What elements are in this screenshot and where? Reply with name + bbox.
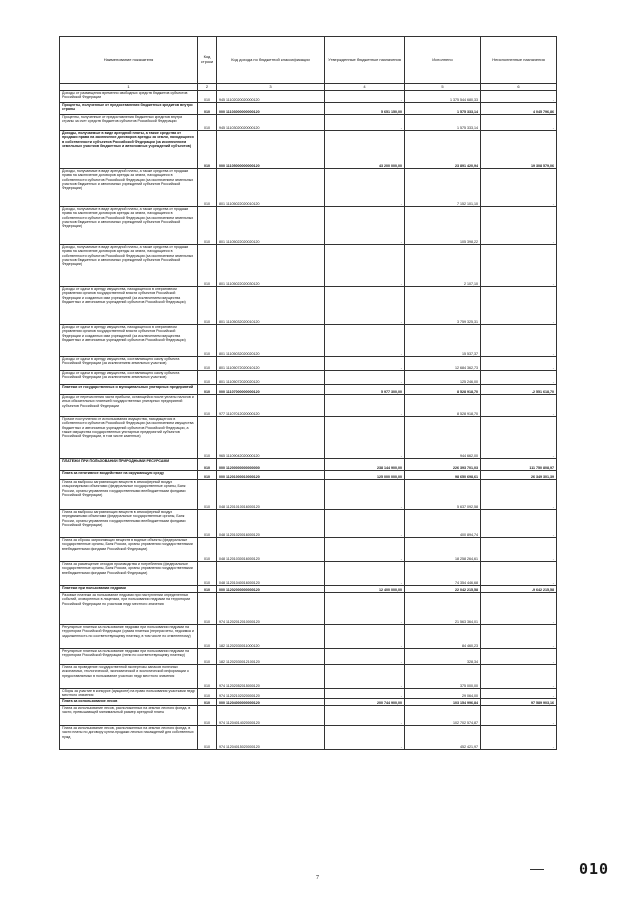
row-indicator-name: Регулярные платежи за пользование недрами при пользовании недрами на территории Российской Федерации (пени по соответствующему платежу) — [60, 649, 198, 665]
row-indicator-name: Доходы, получаемые в виде арендной платы, а также средства от продажи права на заключение договоров аренды за земли, находящиеся в собственности субъектов Российской Федерации (за исключением земельных участков бюджетных и автономных учреждений субъектов) — [60, 131, 198, 169]
row-budget-code: 801 11105022020020120 — [217, 207, 325, 245]
header-approved: Утвержденные бюджетные назначения — [325, 37, 405, 84]
header-indicator-name: Наименование показателя — [60, 37, 198, 84]
row-line-code: 010 — [198, 665, 217, 689]
row-budget-code: 801 11105072020010120 — [217, 357, 325, 371]
row-executed-amount: 103 154 996,84 — [405, 699, 481, 706]
row-line-code: 010 — [198, 395, 217, 417]
header-line-code: Код строки — [198, 37, 217, 84]
row-executed-amount: 3 759 325,31 — [405, 287, 481, 325]
row-line-code: 010 — [198, 625, 217, 649]
row-budget-code: 965 11109042020000120 — [217, 417, 325, 459]
row-budget-code: 000 11105000000000120 — [217, 131, 325, 169]
row-unexecuted-amount: 111 750 808,97 — [481, 459, 557, 471]
row-unexecuted-amount: - — [481, 417, 557, 459]
table-row — [60, 665, 557, 689]
row-indicator-name: ПЛАТЕЖИ ПРИ ПОЛЬЗОВАНИИ ПРИРОДНЫМИ РЕСУРСАМИ — [60, 459, 198, 471]
row-line-code: 010 — [198, 706, 217, 726]
row-budget-code: 000 11103000000000120 — [217, 103, 325, 115]
row-line-code: 010 — [198, 287, 217, 325]
row-approved-amount: - — [325, 91, 405, 103]
row-indicator-name: Сборы за участие в конкурсе (аукционе) на право пользования участками недр местного значения — [60, 689, 198, 699]
row-approved-amount: - — [325, 562, 405, 586]
row-unexecuted-amount: - — [481, 706, 557, 726]
row-approved-amount: - — [325, 371, 405, 385]
column-number: 5 — [405, 84, 481, 91]
row-unexecuted-amount: - — [481, 480, 557, 510]
row-unexecuted-amount: 4 045 796,86 — [481, 103, 557, 115]
row-line-code: 010 — [198, 91, 217, 103]
table-row — [60, 699, 557, 706]
row-line-code: 010 — [198, 726, 217, 750]
column-number: 3 — [217, 84, 325, 91]
row-unexecuted-amount: - — [481, 665, 557, 689]
row-executed-amount: 125 246,00 — [405, 371, 481, 385]
header-unexecuted: Неисполненные назначения — [481, 37, 557, 84]
row-line-code: 010 — [198, 207, 217, 245]
row-unexecuted-amount: - — [481, 510, 557, 538]
row-line-code: 010 — [198, 471, 217, 480]
table-row — [60, 91, 557, 103]
column-number: 1 — [60, 84, 198, 91]
row-executed-amount: 375 000,00 — [405, 665, 481, 689]
row-approved-amount: - — [325, 510, 405, 538]
row-budget-code: 000 11107000000000120 — [217, 385, 325, 395]
row-budget-code: 000 11201000010000120 — [217, 471, 325, 480]
row-indicator-name: Плата за сбросы загрязняющих веществ в водные объекты (федеральные государственные органы, Банк России, органы управления государственными внебюджетными фондами Российской Федерации) — [60, 538, 198, 562]
row-executed-amount: 29 064,00 — [405, 689, 481, 699]
row-executed-amount: 105 398,22 — [405, 207, 481, 245]
row-indicator-name: Прочие поступления от использования имущества, находящегося в собственности субъектов Российской Федерации (за исключением имущества бюджетных и автономных учреждений субъектов Российской Федерации, а также имущества государственных унитарных предприятий субъектов Российской Федерации, в том числе казенных) — [60, 417, 198, 459]
income-table — [59, 36, 557, 750]
row-approved-amount: 43 200 000,00 — [325, 131, 405, 169]
row-budget-code: 974 11202012010000120 — [217, 593, 325, 625]
row-executed-amount: 7 152 101,10 — [405, 169, 481, 207]
row-budget-code: 000 11204000000000120 — [217, 699, 325, 706]
row-approved-amount: - — [325, 169, 405, 207]
table-row — [60, 207, 557, 245]
row-approved-amount: - — [325, 480, 405, 510]
row-executed-amount: 944 662,00 — [405, 417, 481, 459]
row-line-code: 010 — [198, 689, 217, 699]
row-indicator-name: Доходы, получаемые в виде арендной платы, а также средства от продажи права на заключение договоров аренды за земли, находящиеся в собственности субъектов Российской Федерации (за исключением земельных участков бюджетных и автономных учреждений субъектов Российской Федерации) — [60, 207, 198, 245]
row-budget-code: 182 11202030011000120 — [217, 625, 325, 649]
row-approved-amount: - — [325, 287, 405, 325]
row-indicator-name: Проценты, полученные от предоставления бюджетных кредитов внутри страны за счет средств бюджетов субъектов Российской Федерации — [60, 115, 198, 131]
row-approved-amount: - — [325, 649, 405, 665]
handwritten-stamp: 010 — [579, 860, 610, 878]
row-approved-amount: - — [325, 726, 405, 750]
header-executed: Исполнено — [405, 37, 481, 84]
row-approved-amount: - — [325, 115, 405, 131]
row-line-code: 010 — [198, 593, 217, 625]
row-budget-code: 801 11105022020030120 — [217, 245, 325, 287]
row-unexecuted-amount: -2 551 618,70 — [481, 385, 557, 395]
row-executed-amount: 23 891 420,94 — [405, 131, 481, 169]
table-row — [60, 562, 557, 586]
row-approved-amount: - — [325, 706, 405, 726]
row-executed-amount: 226 393 701,03 — [405, 459, 481, 471]
row-line-code: 010 — [198, 538, 217, 562]
row-approved-amount: - — [325, 689, 405, 699]
row-unexecuted-amount: - — [481, 287, 557, 325]
row-budget-code: 048 11201010016000120 — [217, 480, 325, 510]
row-budget-code: 977 11107012020000120 — [217, 395, 325, 417]
row-indicator-name: Доходы от перечисления части прибыли, остающейся после уплаты налогов и иных обязательных платежей государственных унитарных предприятий субъектов Российской Федерации — [60, 395, 198, 417]
table-row — [60, 385, 557, 395]
table-row — [60, 510, 557, 538]
table-row — [60, 103, 557, 115]
row-indicator-name: Платежи при пользовании недрами — [60, 586, 198, 593]
row-line-code: 010 — [198, 357, 217, 371]
column-number: 6 — [481, 84, 557, 91]
row-approved-amount: 5 977 300,00 — [325, 385, 405, 395]
row-budget-code: 801 11105032020010120 — [217, 287, 325, 325]
row-executed-amount: 74 354 446,68 — [405, 562, 481, 586]
row-budget-code: 974 11202052015000120 — [217, 665, 325, 689]
row-unexecuted-amount: - — [481, 649, 557, 665]
table-row — [60, 586, 557, 593]
row-unexecuted-amount: - — [481, 245, 557, 287]
table-row — [60, 395, 557, 417]
row-line-code: 010 — [198, 480, 217, 510]
row-executed-amount: 8 528 918,70 — [405, 385, 481, 395]
row-approved-amount: - — [325, 395, 405, 417]
row-executed-amount: 12 684 362,73 — [405, 357, 481, 371]
row-indicator-name: Доходы, получаемые в виде арендной платы, а также средства от продажи права на заключение договоров аренды за земли, находящиеся в собственности субъектов Российской Федерации (за исключением земельных участков бюджетных и автономных учреждений субъектов Российской Федерации) — [60, 245, 198, 287]
row-approved-amount: - — [325, 665, 405, 689]
row-approved-amount: 200 744 900,00 — [325, 699, 405, 706]
row-indicator-name: Плата за выбросы загрязняющих веществ в атмосферный воздух передвижными объектами (федеральные государственные органы, Банк России, органы управления государственными внебюджетными фондами Российской Федерации) — [60, 510, 198, 538]
table-row — [60, 689, 557, 699]
row-line-code: 010 — [198, 586, 217, 593]
row-executed-amount: 452 421,97 — [405, 726, 481, 750]
row-approved-amount: 5 651 150,00 — [325, 103, 405, 115]
row-indicator-name: Плата за выбросы загрязняющих веществ в атмосферный воздух стационарными объектами (федеральные государственные органы, Банк России, органы управления государственными внебюджетными фондами Российской Федерации) — [60, 480, 198, 510]
row-executed-amount: 5 637 092,58 — [405, 480, 481, 510]
row-line-code: 010 — [198, 103, 217, 115]
row-budget-code: 945 11102020020000120 — [217, 91, 325, 103]
table-row — [60, 471, 557, 480]
row-budget-code: 974 11202102020000120 — [217, 689, 325, 699]
row-budget-code: 048 11201020016000120 — [217, 510, 325, 538]
table-row — [60, 245, 557, 287]
row-line-code: 010 — [198, 649, 217, 665]
table-row — [60, 115, 557, 131]
row-budget-code: 182 11202030012100120 — [217, 649, 325, 665]
row-executed-amount: 8 528 918,70 — [405, 395, 481, 417]
stamp-dash — [530, 869, 544, 870]
table-row — [60, 325, 557, 357]
table-row — [60, 459, 557, 471]
row-approved-amount: - — [325, 357, 405, 371]
row-indicator-name: Доходы от сдачи в аренду имущества, составляющего казну субъекта Российской Федерации (за исключением земельных участков) — [60, 357, 198, 371]
row-unexecuted-amount: - — [481, 562, 557, 586]
row-budget-code: 801 11105032020020120 — [217, 325, 325, 357]
table-row — [60, 131, 557, 169]
row-unexecuted-amount: - — [481, 91, 557, 103]
row-unexecuted-amount: - — [481, 169, 557, 207]
row-approved-amount: - — [325, 538, 405, 562]
row-budget-code: 801 11105072020020120 — [217, 371, 325, 385]
row-executed-amount: 18 258 264,61 — [405, 538, 481, 562]
row-approved-amount: - — [325, 245, 405, 287]
row-executed-amount: 2 107,10 — [405, 245, 481, 287]
table-row — [60, 593, 557, 625]
row-unexecuted-amount: - — [481, 395, 557, 417]
row-line-code: 010 — [198, 699, 217, 706]
row-unexecuted-amount: 26 349 301,39 — [481, 471, 557, 480]
row-line-code: 010 — [198, 245, 217, 287]
table-row — [60, 625, 557, 649]
table-row — [60, 371, 557, 385]
row-line-code: 010 — [198, 325, 217, 357]
row-indicator-name: Плата за использование лесов, расположенных на землях лесного фонда, в части, превышающей минимальный размер арендной платы — [60, 706, 198, 726]
column-number: 4 — [325, 84, 405, 91]
row-unexecuted-amount: - — [481, 689, 557, 699]
table-row — [60, 706, 557, 726]
row-approved-amount: 238 144 900,00 — [325, 459, 405, 471]
header-budget-code: Код дохода по бюджетной классификации — [217, 37, 325, 84]
row-line-code: 010 — [198, 115, 217, 131]
row-budget-code: 801 11105022020010120 — [217, 169, 325, 207]
column-number: 2 — [198, 84, 217, 91]
row-budget-code: 048 11201040016000120 — [217, 562, 325, 586]
row-indicator-name: Регулярные платежи за пользование недрами при пользовании недрами на территории Российской Федерации (сумма платежа (перерасчеты, недоимка и задолженность по соответствующему платежу, в том числе по отмененному) — [60, 625, 198, 649]
row-indicator-name: Доходы от сдачи в аренду имущества, находящегося в оперативном управлении органов государственной власти субъектов Российской Федерации и созданных ими учреждений (за исключением имущества бюджетных и автономных учреждений субъектов Российской Федерации) — [60, 325, 198, 357]
row-indicator-name: Проценты, полученные от предоставления бюджетных кредитов внутри страны — [60, 103, 198, 115]
row-approved-amount: - — [325, 593, 405, 625]
row-line-code: 010 — [198, 417, 217, 459]
row-line-code: 010 — [198, 169, 217, 207]
row-unexecuted-amount: 19 308 579,06 — [481, 131, 557, 169]
row-executed-amount: 102 702 574,87 — [405, 706, 481, 726]
row-budget-code: 974 11204015020000120 — [217, 726, 325, 750]
row-line-code: 010 — [198, 385, 217, 395]
row-executed-amount: 1 575 333,14 — [405, 115, 481, 131]
row-unexecuted-amount: - — [481, 593, 557, 625]
row-unexecuted-amount: - — [481, 726, 557, 750]
table-row — [60, 357, 557, 371]
row-executed-amount: 21 563 364,01 — [405, 593, 481, 625]
row-budget-code: 974 11204014020000120 — [217, 706, 325, 726]
table-body — [60, 91, 557, 750]
table-header-row — [60, 37, 557, 84]
row-indicator-name: Платежи от государственных и муниципальных унитарных предприятий — [60, 385, 198, 395]
row-unexecuted-amount: - — [481, 357, 557, 371]
row-line-code: 010 — [198, 131, 217, 169]
row-unexecuted-amount: - — [481, 207, 557, 245]
column-number-row — [60, 84, 557, 91]
row-line-code: 010 — [198, 459, 217, 471]
table-row — [60, 287, 557, 325]
row-indicator-name: Плата за негативное воздействие на окружающую среду — [60, 471, 198, 480]
row-approved-amount: - — [325, 417, 405, 459]
row-executed-amount: 22 042 215,58 — [405, 586, 481, 593]
row-unexecuted-amount: - — [481, 325, 557, 357]
row-line-code: 010 — [198, 371, 217, 385]
row-unexecuted-amount: - — [481, 371, 557, 385]
row-indicator-name: Доходы от сдачи в аренду имущества, составляющего казну субъекта Российской Федерации (за исключением земельных участков) — [60, 371, 198, 385]
row-indicator-name: Плата за проведение государственной экспертизы запасов полезных ископаемых, геологической, экономической и экологической информации о предоставляемых в пользование участках недр местного значения — [60, 665, 198, 689]
row-budget-code: 000 11202000000000120 — [217, 586, 325, 593]
page-number: 7 — [316, 875, 319, 881]
table-row — [60, 726, 557, 750]
row-indicator-name: Разовые платежи за пользование недрами при наступлении определенных событий, оговоренных в лицензии, при пользовании недрами на территории Российской Федерации по участкам недр местного значения — [60, 593, 198, 625]
row-indicator-name: Плата за использование лесов, расположенных на землях лесного фонда, в части платы по договору купли-продажи лесных насаждений для собственных нужд — [60, 726, 198, 750]
row-unexecuted-amount: 97 589 903,16 — [481, 699, 557, 706]
row-approved-amount: - — [325, 625, 405, 649]
row-indicator-name: Доходы от размещения временно свободных средств бюджетов субъектов Российской Федерации — [60, 91, 198, 103]
row-budget-code: 945 11103020020000120 — [217, 115, 325, 131]
row-approved-amount: 12 400 000,00 — [325, 586, 405, 593]
row-approved-amount: - — [325, 325, 405, 357]
row-unexecuted-amount: - — [481, 115, 557, 131]
table-row — [60, 417, 557, 459]
row-line-code: 010 — [198, 562, 217, 586]
table-row — [60, 649, 557, 665]
row-budget-code: 048 11201030016000120 — [217, 538, 325, 562]
income-report-sheet — [59, 36, 556, 750]
row-indicator-name: Плата за размещение отходов производства и потребления (федеральные государственные органы, Банк России, органы управления государственными внебюджетными фондами Российской Федерации) — [60, 562, 198, 586]
row-executed-amount: 1 375 544 680,33 — [405, 91, 481, 103]
row-executed-amount: 84 460,23 — [405, 625, 481, 649]
row-executed-amount: 98 650 698,61 — [405, 471, 481, 480]
row-approved-amount: 125 000 000,00 — [325, 471, 405, 480]
row-budget-code: 000 11200000000000000 — [217, 459, 325, 471]
row-executed-amount: 400 894,74 — [405, 510, 481, 538]
row-executed-amount: 15 537,37 — [405, 325, 481, 357]
table-row — [60, 480, 557, 510]
row-executed-amount: 1 575 333,14 — [405, 103, 481, 115]
row-indicator-name: Доходы от сдачи в аренду имущества, находящегося в оперативном управлении органов государственной власти субъектов Российской Федерации и созданных ими учреждений (за исключением имущества бюджетных и автономных учреждений субъектов Российской Федерации) — [60, 287, 198, 325]
row-executed-amount: 328,34 — [405, 649, 481, 665]
row-approved-amount: - — [325, 207, 405, 245]
row-line-code: 010 — [198, 510, 217, 538]
row-unexecuted-amount: - — [481, 538, 557, 562]
table-row — [60, 538, 557, 562]
row-unexecuted-amount: -9 642 215,58 — [481, 586, 557, 593]
table-row — [60, 169, 557, 207]
row-indicator-name: Доходы, получаемые в виде арендной платы, а также средства от продажи права на заключение договоров аренды за земли, находящиеся в собственности субъектов Российской Федерации (за исключением земельных участков бюджетных и автономных учреждений субъектов Российской Федерации) — [60, 169, 198, 207]
row-indicator-name: Плата за использование лесов — [60, 699, 198, 706]
row-unexecuted-amount: - — [481, 625, 557, 649]
